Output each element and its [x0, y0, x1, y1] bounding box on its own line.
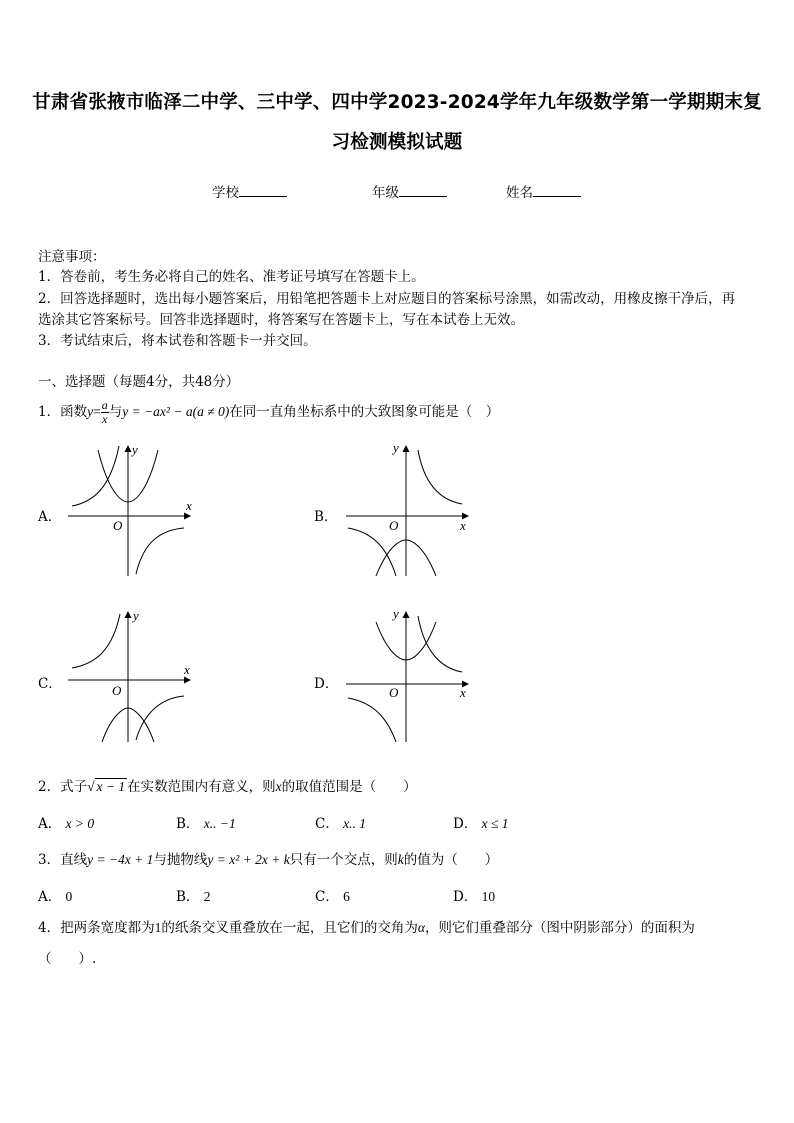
- q2-prefix: 2．式子: [38, 779, 88, 795]
- q3-a-label: A．: [38, 889, 62, 905]
- q1-mid: 与: [108, 404, 123, 420]
- q3-option-c: [315, 885, 350, 905]
- q3-option-b: [176, 885, 210, 905]
- q2-a-label: A．: [38, 816, 62, 832]
- graph-c-x-label: x: [184, 662, 190, 677]
- q1-y: y: [87, 404, 94, 419]
- page-title-line2: 习检测模拟试题: [331, 132, 463, 153]
- q1-option-b: B．: [314, 509, 338, 525]
- graph-d-y-label: y: [393, 606, 399, 621]
- q3-mid: 与抛物线: [153, 852, 208, 868]
- graph-a-x-label: x: [186, 498, 192, 513]
- page-title-line1: 甘肃省张掖市临泽二中学、三中学、四中学2023-2024学年九年级数学第一学期期末复: [32, 92, 762, 113]
- q3-c-value: 6: [343, 889, 350, 904]
- notes-item-2a: 2．回答选择题时，选出每小题答案后，用铅笔把答题卡上对应题目的答案标号涂黑，如需改动，用橡皮擦干净后，再: [38, 291, 736, 307]
- grade-label: 年级: [372, 185, 399, 201]
- grade-field: [372, 181, 447, 201]
- q3-b-value: 2: [203, 889, 211, 904]
- q3-a-value: 0: [65, 889, 73, 904]
- graph-b-x-label: x: [460, 518, 466, 533]
- q4-text-b: 的纸条交叉重叠放在一起，且它们的交角为: [161, 920, 418, 936]
- question-4-line1: [38, 916, 695, 936]
- q2-var: x: [275, 779, 282, 794]
- section-heading: 一、选择题（每题4分，共48分）: [38, 374, 240, 390]
- q1-option-d: D．: [314, 676, 339, 692]
- q3-option-a: [38, 885, 72, 905]
- q3-b-label: B．: [176, 889, 200, 905]
- graph-a-hyperbola-right: [136, 528, 184, 574]
- graph-d: [340, 606, 480, 746]
- q1-suffix: 在同一直角坐标系中的大致图象可能是（ ）: [229, 404, 500, 420]
- question-3: [38, 848, 498, 868]
- q3-prefix: 3．直线: [38, 852, 88, 868]
- q1-frac-num: a: [101, 398, 108, 412]
- q3-c-label: C．: [315, 889, 339, 905]
- q2-radicand: x − 1: [96, 779, 126, 794]
- q3-line: y = −4x + 1: [87, 852, 154, 867]
- name-label: 姓名: [506, 185, 533, 201]
- question-2: [38, 775, 417, 795]
- q2-c-label: C．: [315, 816, 339, 832]
- graph-b-y-label: y: [393, 440, 399, 455]
- graph-c-y-label: y: [133, 608, 139, 623]
- question-4-line2: （ ）.: [38, 951, 97, 967]
- question-1: [38, 399, 499, 426]
- school-blank: [239, 184, 287, 197]
- q2-suffix2: 的取值范围是（ ）: [281, 779, 417, 795]
- notes-item-3: 3．考试结束后，将本试卷和答题卡一并交回。: [38, 333, 317, 349]
- q2-suffix1: 在实数范围内有意义，则: [127, 779, 276, 795]
- q4-alpha: α: [417, 920, 425, 935]
- q2-option-c: [315, 812, 366, 832]
- graph-c-hyperbola-right: [136, 696, 184, 740]
- grade-blank: [399, 184, 447, 197]
- q2-option-b: [176, 812, 236, 832]
- graph-a-hyperbola-left: [72, 446, 119, 506]
- q4-text-c: ，则它们重叠部分（图中阴影部分）的面积为: [424, 920, 695, 936]
- graph-d-hyperbola-left: [348, 698, 396, 742]
- q1-option-c: C．: [38, 676, 62, 692]
- school-field: [212, 181, 287, 201]
- q4-one: 1: [154, 920, 162, 935]
- graph-d-hyperbola-right: [418, 616, 462, 672]
- q2-b-label: B．: [176, 816, 200, 832]
- graph-c-hyperbola-left: [72, 614, 120, 668]
- q2-option-d: [453, 812, 509, 832]
- q1-expr2: y = −ax² − a(a ≠ 0): [122, 404, 230, 419]
- q1-option-a: A．: [38, 509, 62, 525]
- graph-c: [62, 606, 202, 746]
- graph-b: [340, 440, 480, 580]
- q4-text-a: 4．把两条宽度都为: [38, 920, 155, 936]
- q2-d-label: D．: [453, 816, 478, 832]
- graph-a: [62, 440, 202, 580]
- name-field: [506, 181, 581, 201]
- graph-d-origin: O: [389, 685, 399, 700]
- graph-b-hyperbola-right: [418, 450, 462, 504]
- notes-item-1: 1．答卷前，考生务必将自己的姓名、准考证号填写在答题卡上。: [38, 269, 425, 285]
- q3-suffix1: 只有一个交点，则: [289, 852, 398, 868]
- school-label: 学校: [212, 185, 239, 201]
- q1-fraction: [101, 399, 109, 426]
- name-blank: [533, 184, 581, 197]
- graph-c-origin: O: [112, 683, 122, 698]
- q3-option-d: [453, 885, 495, 905]
- q3-suffix2: 的值为（ ）: [403, 852, 499, 868]
- q3-d-value: 10: [481, 889, 496, 904]
- q1-prefix: 1．函数: [38, 404, 88, 420]
- q2-d-value: x ≤ 1: [481, 816, 509, 831]
- q2-a-value: x > 0: [65, 816, 95, 831]
- q2-c-value: x.. 1: [343, 816, 367, 831]
- graph-a-y-label: y: [132, 442, 138, 457]
- q2-option-a: [38, 812, 94, 832]
- graph-d-x-label: x: [460, 685, 466, 700]
- q3-d-label: D．: [453, 889, 478, 905]
- notes-heading: 注意事项：: [38, 249, 106, 265]
- q3-parabola: y = x² + 2x + k: [207, 852, 290, 867]
- notes-item-2b: 选涂其它答案标号。回答非选择题时，将答案写在答题卡上，写在本试卷上无效。: [38, 312, 524, 328]
- graph-a-origin: O: [113, 518, 123, 533]
- q2-sqrt-sign: √: [87, 779, 95, 794]
- q2-b-value: x.. −1: [203, 816, 236, 831]
- q1-frac-den: x: [102, 412, 108, 426]
- q1-eq: =: [93, 404, 101, 419]
- q3-var: k: [397, 852, 404, 867]
- graph-b-origin: O: [389, 518, 399, 533]
